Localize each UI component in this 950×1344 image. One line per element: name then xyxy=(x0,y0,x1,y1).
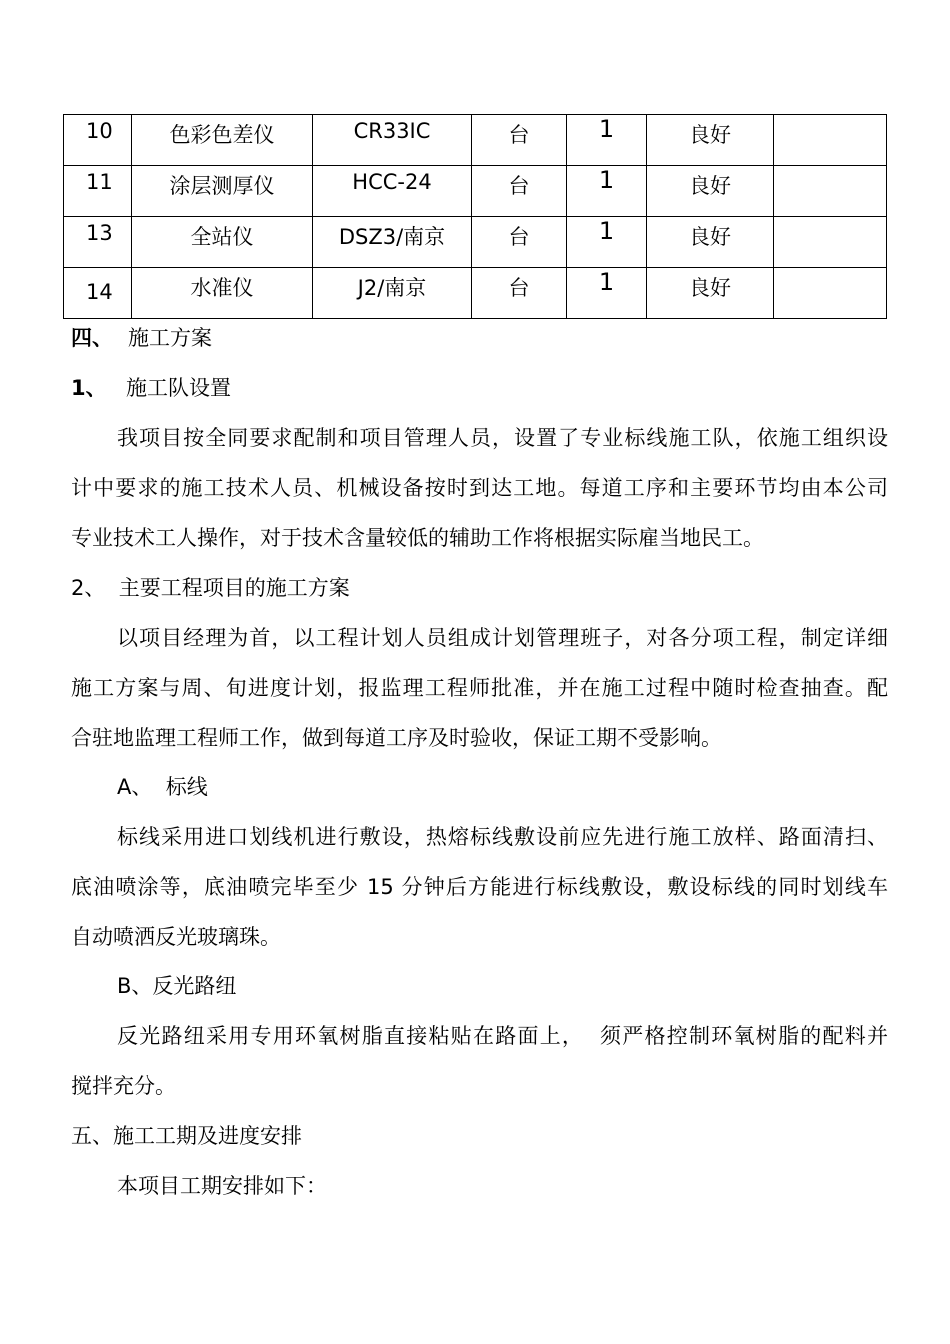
cell-name: 全站仪 xyxy=(132,217,313,268)
cell-name: 水准仪 xyxy=(132,268,313,319)
subB-heading: B、反光路纽 xyxy=(117,974,237,998)
cell-name: 涂层测厚仪 xyxy=(132,166,313,217)
cell-no: 13 xyxy=(64,217,132,268)
cell-note xyxy=(774,166,887,217)
cell-status: 良好 xyxy=(647,268,774,319)
section4-title: 施工方案 xyxy=(128,326,212,350)
cell-status: 良好 xyxy=(647,166,774,217)
cell-qty: 1 xyxy=(567,166,647,217)
paragraph-line: 搅拌充分。 xyxy=(71,1074,176,1098)
paragraph-line: 合驻地监理工程师工作，做到每道工序及时验收，保证工期不受影响。 xyxy=(71,726,722,750)
table-row xyxy=(64,115,887,166)
equipment-table xyxy=(63,114,887,319)
cell-model: DSZ3/南京 xyxy=(313,217,472,268)
sub1-title: 施工队设置 xyxy=(126,376,231,400)
paragraph-line: 计中要求的施工技术人员、机械设备按时到达工地。每道工序和主要环节均由本公司 xyxy=(71,476,888,500)
cell-note xyxy=(774,115,887,166)
paragraph-line: 施工方案与周、旬进度计划，报监理工程师批准，并在施工过程中随时检查抽查。配 xyxy=(71,676,888,700)
table-row xyxy=(64,217,887,268)
sub1-number: 1、 xyxy=(71,376,107,400)
cell-unit: 台 xyxy=(472,268,567,319)
cell-note xyxy=(774,217,887,268)
table-row xyxy=(64,166,887,217)
paragraph-line: 自动喷洒反光玻璃珠。 xyxy=(71,925,281,949)
paragraph-line: 底油喷涂等，底油喷完毕至少 15 分钟后方能进行标线敷设，敷设标线的同时划线车 xyxy=(71,875,888,899)
cell-qty: 1 xyxy=(567,268,647,319)
paragraph-line: 专业技术工人操作，对于技术含量较低的辅助工作将根据实际雇当地民工。 xyxy=(71,526,764,550)
cell-unit: 台 xyxy=(472,217,567,268)
cell-unit: 台 xyxy=(472,166,567,217)
cell-no: 11 xyxy=(64,166,132,217)
cell-model: CR33IC xyxy=(313,115,472,166)
cell-model: J2/南京 xyxy=(313,268,472,319)
table-row xyxy=(64,268,887,319)
subA-heading: A、 标线 xyxy=(117,775,208,799)
cell-qty: 1 xyxy=(567,217,647,268)
section4-number: 四、 xyxy=(71,326,113,350)
cell-note xyxy=(774,268,887,319)
paragraph-line: 反光路纽采用专用环氧树脂直接粘贴在路面上， 须严格控制环氧树脂的配料并 xyxy=(117,1024,888,1048)
cell-unit: 台 xyxy=(472,115,567,166)
cell-status: 良好 xyxy=(647,217,774,268)
paragraph-line: 我项目按全同要求配制和项目管理人员，设置了专业标线施工队，依施工组织设 xyxy=(117,426,888,450)
paragraph-line: 标线采用进口划线机进行敷设，热熔标线敷设前应先进行施工放样、路面清扫、 xyxy=(117,825,888,849)
section5-intro: 本项目工期安排如下： xyxy=(117,1174,327,1198)
cell-model: HCC-24 xyxy=(313,166,472,217)
cell-no: 10 xyxy=(64,115,132,166)
paragraph-line: 以项目经理为首，以工程计划人员组成计划管理班子，对各分项工程，制定详细 xyxy=(117,626,888,650)
cell-qty: 1 xyxy=(567,115,647,166)
cell-no: 14 xyxy=(64,268,132,319)
sub2-heading: 2、 主要工程项目的施工方案 xyxy=(71,576,350,600)
cell-status: 良好 xyxy=(647,115,774,166)
cell-name: 色彩色差仪 xyxy=(132,115,313,166)
section5-heading: 五、施工工期及进度安排 xyxy=(71,1124,302,1148)
